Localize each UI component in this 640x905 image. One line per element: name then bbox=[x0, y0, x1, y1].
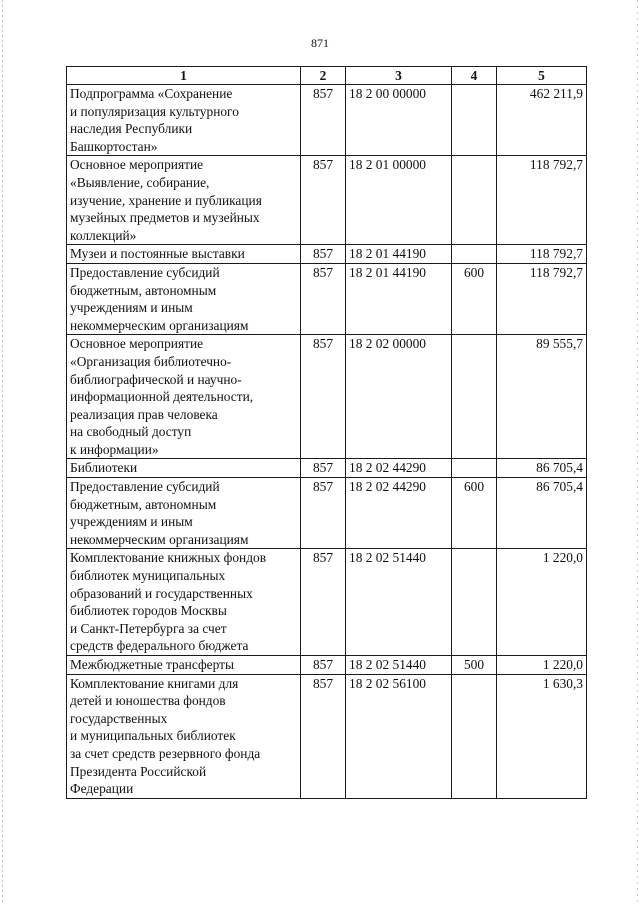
cell-expense-type: 500 bbox=[452, 656, 497, 675]
header-col-5: 5 bbox=[497, 67, 587, 85]
cell-ministry-code: 857 bbox=[301, 478, 346, 549]
table-row bbox=[67, 85, 587, 156]
cell-name: Комплектование книгами для детей и юношества фондов государственных и муниципальных библиотек за счет средств резервного фонда Президента Российской Федерации bbox=[67, 674, 301, 798]
header-col-2: 2 bbox=[301, 67, 346, 85]
scan-edge-right bbox=[637, 0, 638, 905]
cell-amount: 1 630,3 bbox=[497, 674, 587, 798]
cell-amount: 118 792,7 bbox=[497, 245, 587, 264]
table-header bbox=[67, 67, 587, 85]
cell-target-article: 18 2 02 56100 bbox=[346, 674, 452, 798]
table-row bbox=[67, 263, 587, 334]
cell-ministry-code: 857 bbox=[301, 245, 346, 264]
cell-amount: 1 220,0 bbox=[497, 656, 587, 675]
cell-expense-type bbox=[452, 674, 497, 798]
cell-name: Подпрограмма «Сохранение и популяризация культурного наследия Республики Башкортостан» bbox=[67, 85, 301, 156]
cell-ministry-code: 857 bbox=[301, 656, 346, 675]
table-row bbox=[67, 549, 587, 656]
header-row bbox=[67, 67, 587, 85]
table-row bbox=[67, 656, 587, 675]
cell-target-article: 18 2 02 51440 bbox=[346, 549, 452, 656]
cell-target-article: 18 2 02 51440 bbox=[346, 656, 452, 675]
table-row bbox=[67, 245, 587, 264]
cell-ministry-code: 857 bbox=[301, 335, 346, 459]
cell-amount: 89 555,7 bbox=[497, 335, 587, 459]
cell-amount: 86 705,4 bbox=[497, 478, 587, 549]
cell-target-article: 18 2 01 44190 bbox=[346, 263, 452, 334]
table-row bbox=[67, 478, 587, 549]
cell-expense-type bbox=[452, 459, 497, 478]
header-col-3: 3 bbox=[346, 67, 452, 85]
cell-name: Предоставление субсидий бюджетным, автономным учреждениям и иным некоммерческим организациям bbox=[67, 263, 301, 334]
header-col-4: 4 bbox=[452, 67, 497, 85]
cell-expense-type: 600 bbox=[452, 263, 497, 334]
cell-amount: 118 792,7 bbox=[497, 263, 587, 334]
cell-name: Библиотеки bbox=[67, 459, 301, 478]
cell-target-article: 18 2 00 00000 bbox=[346, 85, 452, 156]
cell-name: Музеи и постоянные выставки bbox=[67, 245, 301, 264]
cell-ministry-code: 857 bbox=[301, 549, 346, 656]
table-row bbox=[67, 156, 587, 245]
cell-expense-type bbox=[452, 549, 497, 656]
table-body bbox=[67, 85, 587, 799]
cell-name: Основное мероприятие «Выявление, собирание, изучение, хранение и публикация музейных предметов и музейных коллекций» bbox=[67, 156, 301, 245]
table-row bbox=[67, 459, 587, 478]
cell-expense-type bbox=[452, 335, 497, 459]
cell-ministry-code: 857 bbox=[301, 674, 346, 798]
cell-target-article: 18 2 02 00000 bbox=[346, 335, 452, 459]
cell-expense-type bbox=[452, 245, 497, 264]
cell-target-article: 18 2 02 44290 bbox=[346, 478, 452, 549]
cell-target-article: 18 2 01 44190 bbox=[346, 245, 452, 264]
page-number: 871 bbox=[311, 36, 329, 50]
cell-ministry-code: 857 bbox=[301, 85, 346, 156]
budget-table bbox=[66, 66, 587, 799]
cell-amount: 86 705,4 bbox=[497, 459, 587, 478]
cell-target-article: 18 2 02 44290 bbox=[346, 459, 452, 478]
cell-ministry-code: 857 bbox=[301, 156, 346, 245]
table-row bbox=[67, 335, 587, 459]
cell-name: Основное мероприятие «Организация библиотечно- библиографической и научно- информационной деятельности, реализация прав человека на свободный доступ к информации» bbox=[67, 335, 301, 459]
cell-name: Предоставление субсидий бюджетным, автономным учреждениям и иным некоммерческим организациям bbox=[67, 478, 301, 549]
cell-ministry-code: 857 bbox=[301, 459, 346, 478]
cell-name: Комплектование книжных фондов библиотек муниципальных образований и государственных библиотек городов Москвы и Санкт-Петербурга за счет средств федерального бюджета bbox=[67, 549, 301, 656]
scan-edge-left bbox=[2, 0, 3, 905]
cell-expense-type: 600 bbox=[452, 478, 497, 549]
cell-ministry-code: 857 bbox=[301, 263, 346, 334]
table-row bbox=[67, 674, 587, 798]
cell-expense-type bbox=[452, 85, 497, 156]
cell-expense-type bbox=[452, 156, 497, 245]
cell-name: Межбюджетные трансферты bbox=[67, 656, 301, 675]
cell-amount: 1 220,0 bbox=[497, 549, 587, 656]
cell-amount: 118 792,7 bbox=[497, 156, 587, 245]
header-col-1: 1 bbox=[67, 67, 301, 85]
cell-target-article: 18 2 01 00000 bbox=[346, 156, 452, 245]
cell-amount: 462 211,9 bbox=[497, 85, 587, 156]
